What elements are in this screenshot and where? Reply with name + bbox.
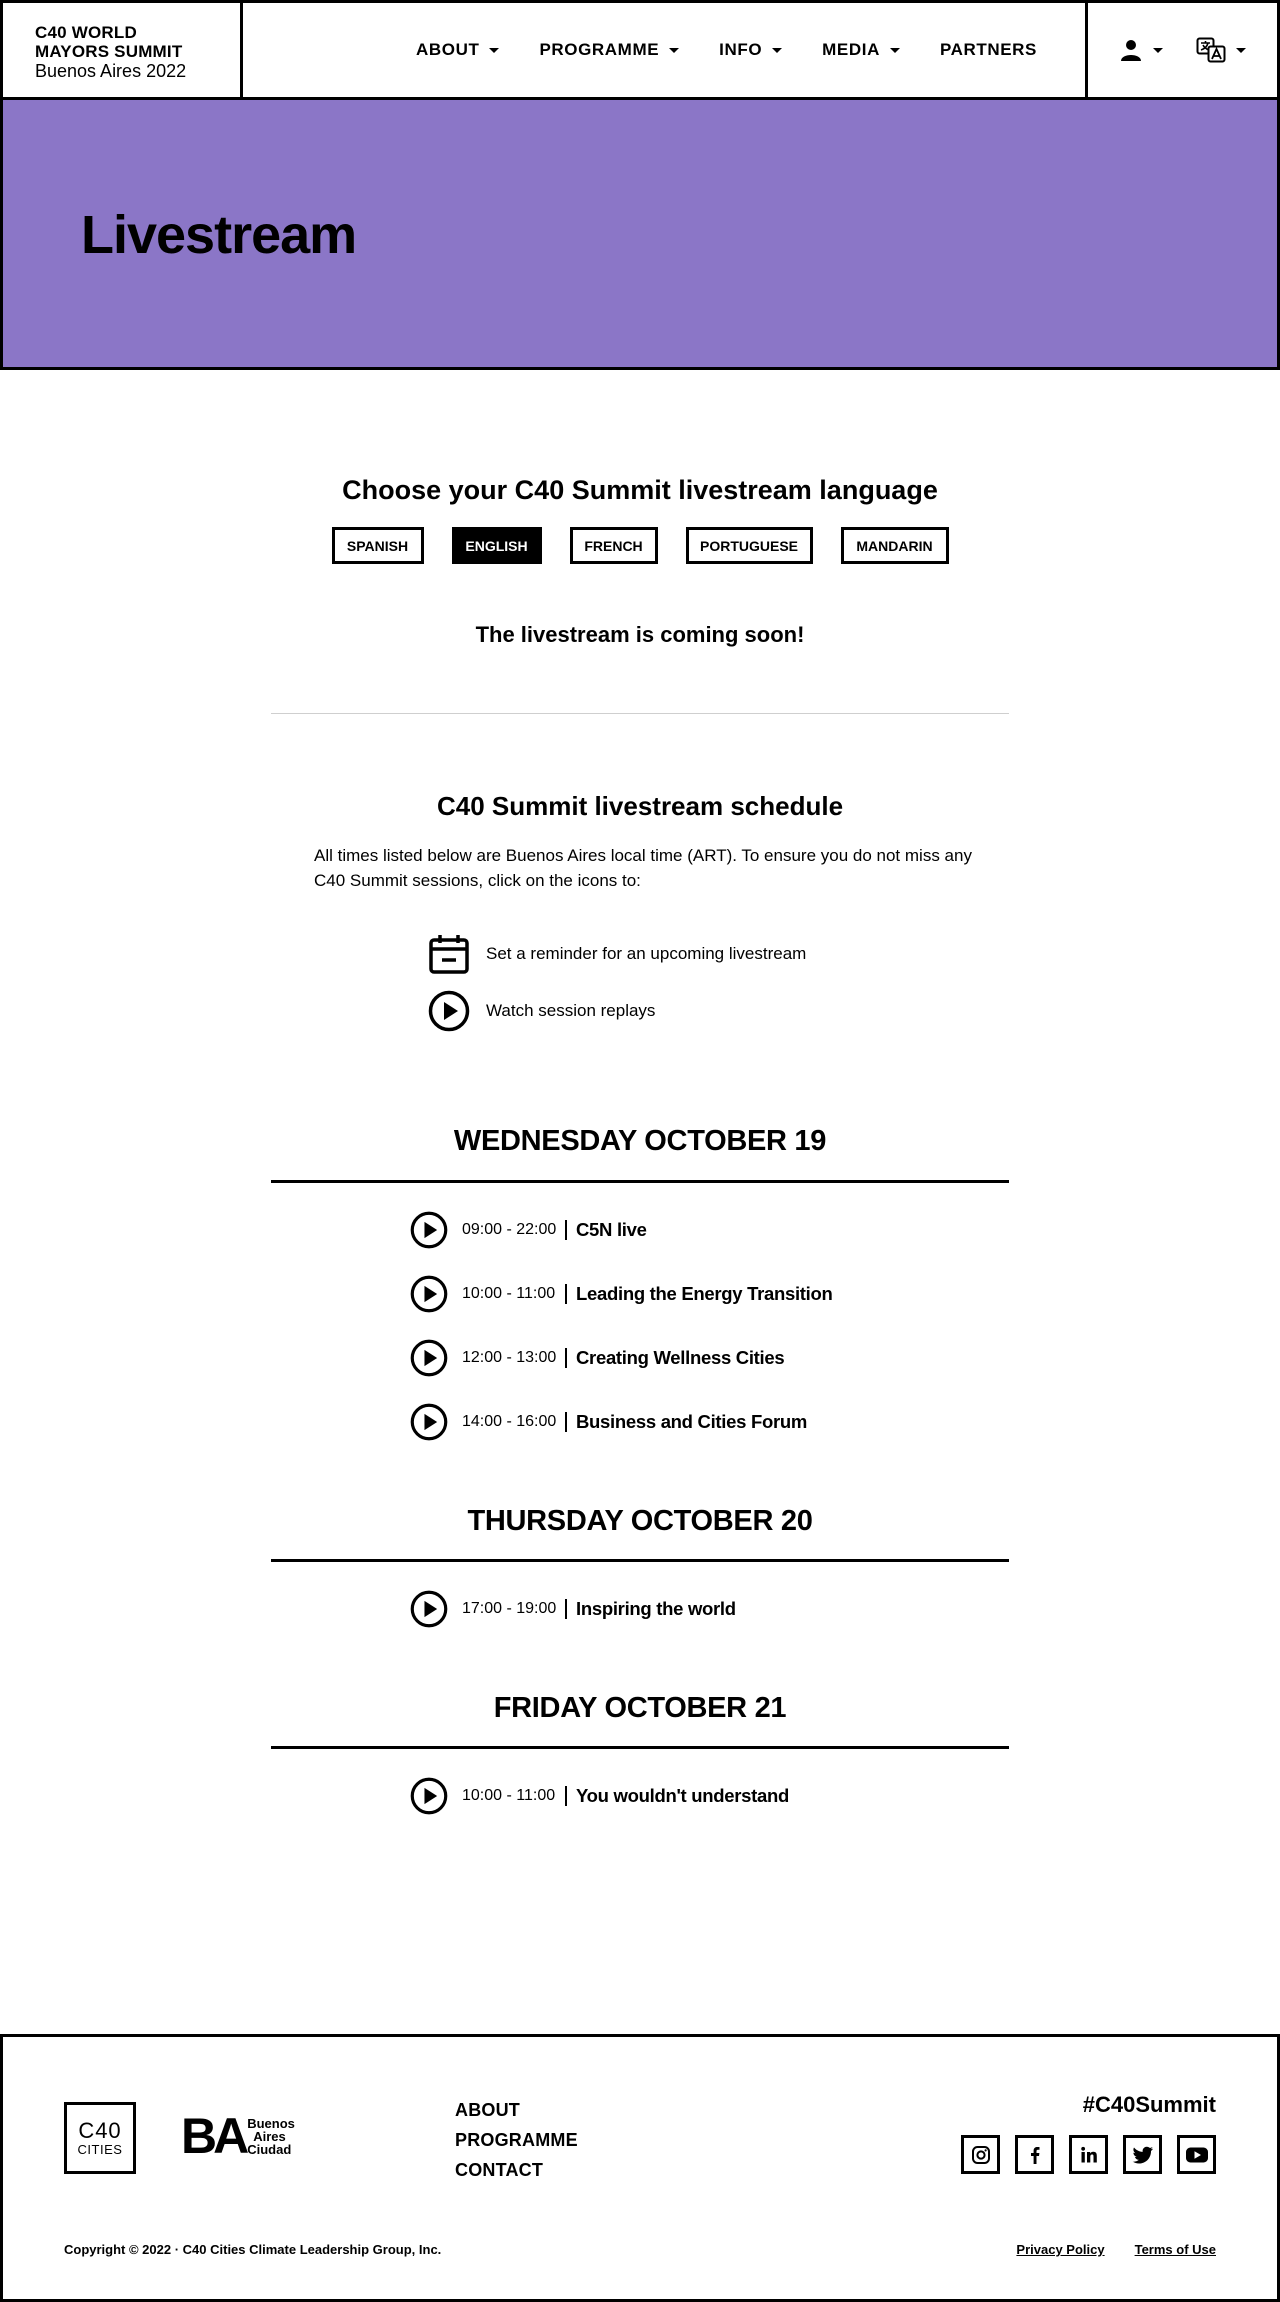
- site-header: [0, 0, 1280, 100]
- separator: [565, 1786, 567, 1806]
- brand-line-1: C40 WORLD: [35, 23, 137, 42]
- session-time: 10:00 - 11:00: [462, 1787, 556, 1804]
- ba-word: Aires: [253, 2128, 286, 2144]
- footer-link-contact[interactable]: CONTACT: [455, 2160, 544, 2180]
- session-row: [410, 1339, 784, 1377]
- youtube-button[interactable]: [1177, 2135, 1216, 2174]
- day-title: FRIDAY OCTOBER 21: [493, 1692, 787, 1724]
- ba-word: Ciudad: [247, 2141, 292, 2157]
- nav-programme-label: PROGRAMME: [539, 40, 660, 59]
- chevron-down-icon: [489, 48, 499, 53]
- session-name: You wouldn't understand: [576, 1785, 789, 1806]
- schedule-heading: C40 Summit livestream schedule: [436, 791, 844, 821]
- language-heading: Choose your C40 Summit livestream language: [342, 475, 938, 505]
- linkedin-button[interactable]: [1069, 2135, 1108, 2174]
- lang-english-button[interactable]: ENGLISH: [452, 527, 542, 564]
- session-time: 17:00 - 19:00: [462, 1600, 557, 1617]
- session-row: [410, 1403, 807, 1441]
- hero-banner: [0, 97, 1280, 370]
- session-row: [410, 1590, 736, 1628]
- main-nav: [243, 3, 1085, 97]
- ba-word: Buenos: [247, 2115, 295, 2131]
- legal-links: [1016, 2242, 1216, 2257]
- session-row: [410, 1211, 647, 1249]
- twitter-button[interactable]: [1123, 2135, 1162, 2174]
- play-circle-icon: [428, 990, 470, 1032]
- play-circle-icon[interactable]: [410, 1403, 448, 1441]
- play-circle-icon[interactable]: [410, 1590, 448, 1628]
- chevron-down-icon: [1236, 48, 1246, 53]
- separator: [565, 1220, 567, 1240]
- play-circle-icon[interactable]: [410, 1339, 448, 1377]
- play-circle-icon[interactable]: [410, 1777, 448, 1815]
- nav-programme[interactable]: [539, 40, 679, 60]
- legend-replay: [428, 990, 655, 1032]
- facebook-button[interactable]: [1015, 2135, 1054, 2174]
- session-row: [410, 1275, 833, 1313]
- buenos-aires-logo[interactable]: [181, 2108, 295, 2164]
- hashtag: #C40Summit: [1082, 2092, 1216, 2117]
- legend-reminder-label: Set a reminder for an upcoming livestream: [486, 944, 807, 963]
- youtube-icon: [1185, 2146, 1209, 2164]
- site-logo[interactable]: [3, 3, 243, 97]
- nav-media-label: MEDIA: [822, 40, 880, 59]
- chevron-down-icon: [669, 48, 679, 53]
- lang-spanish-button[interactable]: SPANISH: [332, 527, 424, 564]
- c40-cities-logo[interactable]: [64, 2102, 136, 2174]
- lang-french-button[interactable]: FRENCH: [570, 527, 658, 564]
- separator: [565, 1412, 567, 1432]
- livestream-status: The livestream is coming soon!: [475, 622, 805, 647]
- nav-media[interactable]: [822, 40, 900, 60]
- language-selector: [0, 527, 1280, 564]
- play-circle-icon[interactable]: [410, 1275, 448, 1313]
- header-utilities: [1085, 3, 1277, 97]
- nav-about[interactable]: [416, 40, 499, 60]
- session-name: Leading the Energy Transition: [576, 1283, 833, 1304]
- day-title: WEDNESDAY OCTOBER 19: [453, 1125, 827, 1157]
- terms-of-use-link[interactable]: Terms of Use: [1134, 2242, 1216, 2257]
- separator: [565, 1348, 567, 1368]
- session-time: 12:00 - 13:00: [462, 1349, 557, 1366]
- translate-icon: [1196, 37, 1226, 63]
- session-time: 14:00 - 16:00: [462, 1413, 557, 1430]
- footer-link-programme[interactable]: PROGRAMME: [455, 2130, 578, 2150]
- separator: [565, 1284, 567, 1304]
- session-time: 10:00 - 11:00: [462, 1285, 556, 1302]
- social-links: [961, 2135, 1216, 2174]
- session-name: C5N live: [576, 1219, 647, 1240]
- brand-line-3: Buenos Aires 2022: [35, 61, 187, 81]
- session-row: [410, 1777, 789, 1815]
- footer-link-about[interactable]: ABOUT: [455, 2100, 520, 2120]
- c40-logo-top: C40: [78, 2117, 122, 2143]
- chevron-down-icon: [1153, 48, 1163, 53]
- user-icon: [1119, 38, 1143, 62]
- facebook-icon: [1025, 2145, 1045, 2165]
- site-footer: [0, 2034, 1280, 2302]
- session-name: Creating Wellness Cities: [576, 1347, 785, 1368]
- ba-words: [247, 2117, 295, 2156]
- day-title: THURSDAY OCTOBER 20: [467, 1505, 813, 1537]
- session-name: Inspiring the world: [576, 1598, 736, 1619]
- page-title: Livestream: [81, 205, 357, 265]
- brand-line-2: MAYORS SUMMIT: [35, 42, 183, 61]
- linkedin-icon: [1079, 2145, 1099, 2165]
- footer-nav: [455, 2095, 578, 2185]
- privacy-policy-link[interactable]: Privacy Policy: [1016, 2242, 1105, 2257]
- chevron-down-icon: [890, 48, 900, 53]
- account-menu-button[interactable]: [1119, 38, 1163, 62]
- instagram-icon: [971, 2145, 991, 2165]
- copyright: Copyright © 2022 · C40 Cities Climate Leadership Group, Inc.: [64, 2242, 442, 2257]
- day-divider: [271, 1746, 1009, 1749]
- schedule-description: All times listed below are Buenos Aires local time (ART). To ensure you do not miss any C40 Summit sessions, click on the icons to:: [314, 846, 972, 890]
- day-divider: [271, 1559, 1009, 1562]
- legend-replay-label: Watch session replays: [486, 1001, 656, 1020]
- nav-partners-label: PARTNERS: [939, 40, 1037, 59]
- session-name: Business and Cities Forum: [576, 1411, 807, 1432]
- twitter-icon: [1132, 2145, 1154, 2165]
- nav-info-label: INFO: [719, 40, 763, 59]
- nav-info[interactable]: [719, 40, 782, 60]
- calendar-icon: [428, 933, 470, 975]
- lang-mandarin-button[interactable]: MANDARIN: [841, 527, 949, 564]
- play-circle-icon[interactable]: [410, 1211, 448, 1249]
- nav-about-label: ABOUT: [416, 40, 480, 59]
- nav-partners[interactable]: [940, 40, 1037, 60]
- instagram-button[interactable]: [961, 2135, 1000, 2174]
- legend-reminder: [428, 933, 806, 975]
- lang-portuguese-button[interactable]: PORTUGUESE: [686, 527, 813, 564]
- c40-logo-bottom: CITIES: [77, 2141, 123, 2157]
- ba-mark: BA: [181, 2108, 246, 2164]
- session-time: 09:00 - 22:00: [462, 1221, 557, 1238]
- divider: [271, 713, 1009, 714]
- language-menu-button[interactable]: [1196, 37, 1246, 63]
- day-divider: [271, 1180, 1009, 1183]
- separator: [565, 1599, 567, 1619]
- chevron-down-icon: [772, 48, 782, 53]
